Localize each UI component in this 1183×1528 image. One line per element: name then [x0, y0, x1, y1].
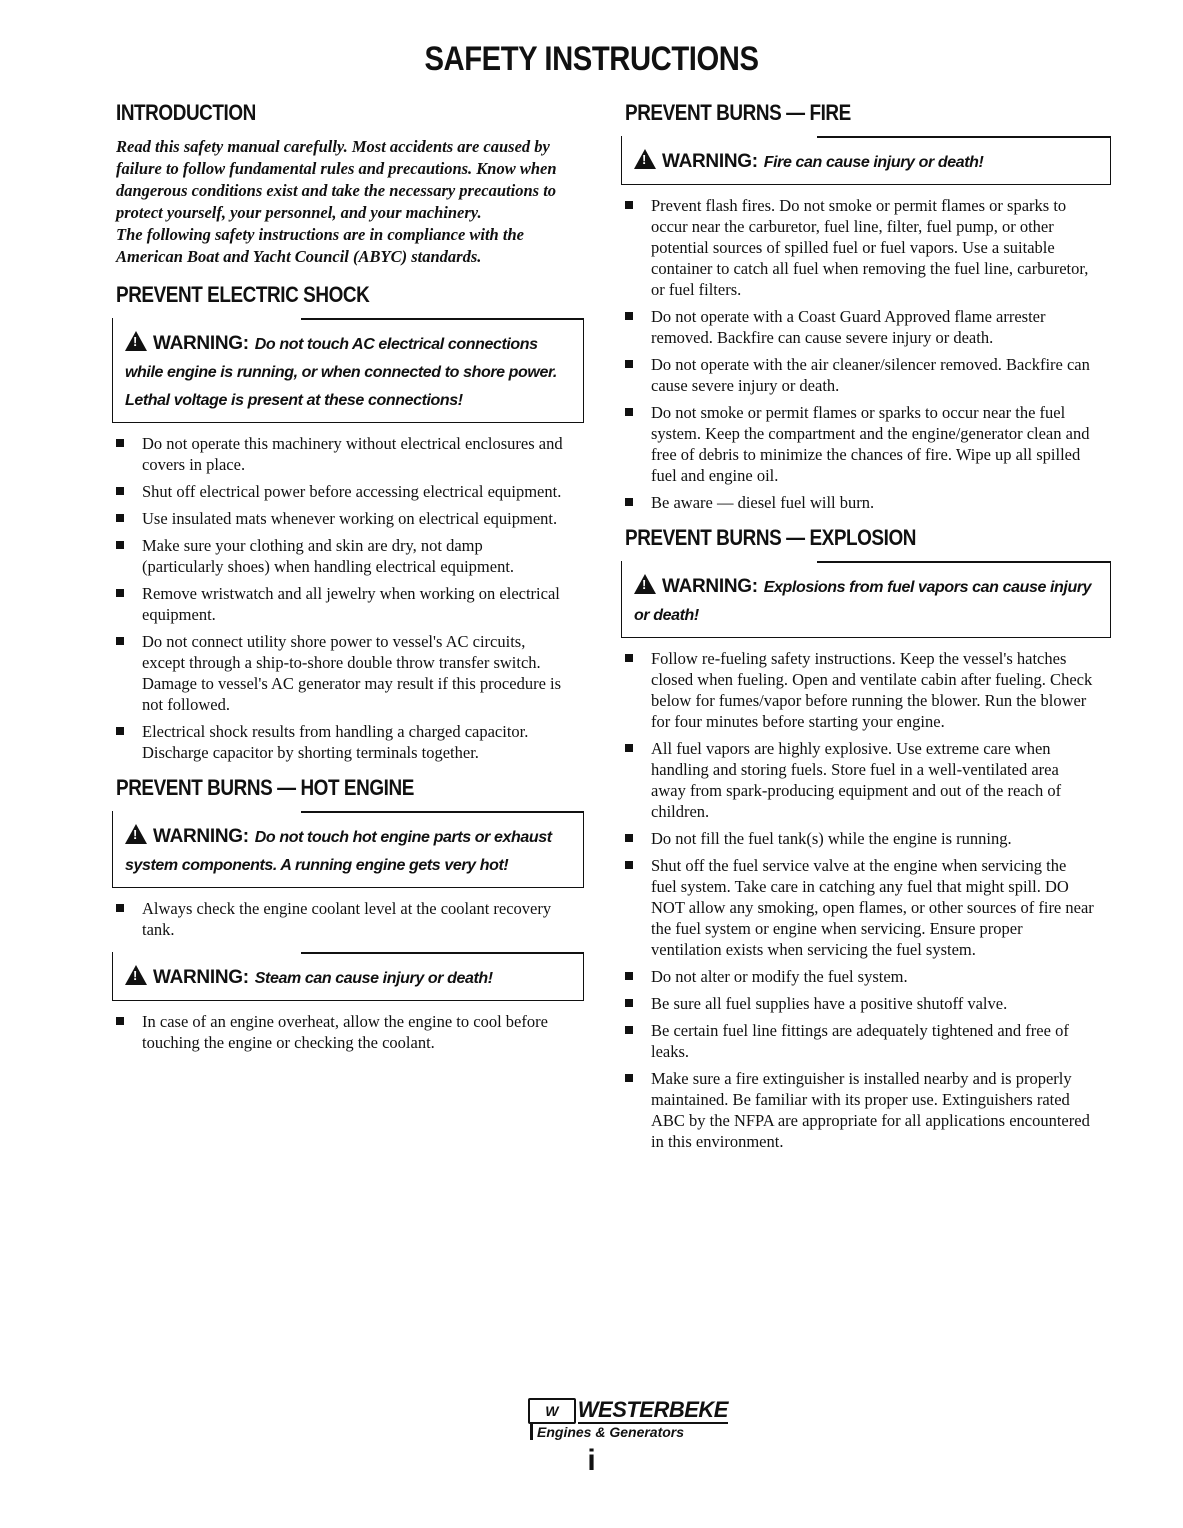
list-item: [625, 993, 1095, 1014]
list-item: [625, 966, 1095, 987]
introduction-text: [116, 136, 568, 268]
list-item: [116, 481, 568, 502]
bullet-square-icon: [116, 637, 124, 645]
bullet-square-icon: [116, 514, 124, 522]
list-item: [116, 631, 568, 715]
warning-label: WARNING:: [662, 151, 758, 172]
list-item-text: Use insulated mats whenever working on electrical equipment.: [142, 509, 558, 528]
brand-name: WESTERBEKE: [577, 1397, 728, 1422]
electric-shock-heading: PREVENT ELECTRIC SHOCK: [116, 282, 370, 307]
explosion-warning-box: [621, 561, 1111, 638]
bullet-square-icon: [625, 744, 633, 752]
introduction-paragraph: Read this safety manual carefully. Most accidents are caused by failure to follow fundamental rules and precautions. Know when dangerous conditions exist and take the necessary precautions to protect yourself, your personnel, and your machinery.: [116, 137, 557, 222]
bullet-square-icon: [625, 408, 633, 416]
westerbeke-logo-icon: W: [528, 1398, 576, 1424]
warning-text: Explosions from fuel vapors can cause injury or death!: [634, 579, 1092, 624]
warning-label: WARNING:: [153, 967, 249, 988]
bullet-square-icon: [625, 972, 633, 980]
list-item: [625, 354, 1095, 396]
list-item: [625, 402, 1095, 486]
list-item: [625, 306, 1095, 348]
left-column: [116, 100, 568, 1065]
bullet-square-icon: [116, 1017, 124, 1025]
introduction-heading: INTRODUCTION: [116, 100, 256, 125]
hot-engine-list: [116, 898, 568, 940]
list-item: [116, 898, 568, 940]
warning-triangle-icon: [634, 149, 656, 169]
brand-footer: [528, 1398, 728, 1440]
list-item-text: Be sure all fuel supplies have a positive shutoff valve.: [651, 994, 1008, 1013]
list-item: [625, 738, 1095, 822]
bullet-square-icon: [625, 654, 633, 662]
warning-triangle-icon: [125, 331, 147, 351]
bullet-square-icon: [116, 589, 124, 597]
list-item: [116, 535, 568, 577]
list-item-text: Do not fill the fuel tank(s) while the engine is running.: [651, 829, 1012, 848]
bullet-square-icon: [625, 834, 633, 842]
list-item-text: Do not operate with the air cleaner/silencer removed. Backfire can cause severe injury or death.: [651, 355, 1090, 395]
fire-warning-box: [621, 136, 1111, 185]
fire-heading: PREVENT BURNS — FIRE: [625, 100, 851, 125]
list-item-text: Do not operate this machinery without electrical enclosures and covers in place.: [142, 434, 563, 474]
explosion-heading: PREVENT BURNS — EXPLOSION: [625, 525, 916, 550]
explosion-list: [625, 648, 1095, 1152]
list-item: [116, 1011, 568, 1053]
list-item: [625, 195, 1095, 300]
list-item: [116, 508, 568, 529]
list-item-text: Prevent flash fires. Do not smoke or permit flames or sparks to occur near the carburetor, fuel line, filter, fuel pump, or other potential sources of spilled fuel or fuel vapors. Use a suitable container to catch all fuel when removing the fuel line, carburetor, or fuel filters.: [651, 196, 1089, 299]
bullet-square-icon: [625, 861, 633, 869]
list-item-text: Follow re-fueling safety instructions. Keep the vessel's hatches closed when fueling. Open and ventilate cabin after fueling. Check below for fumes/vapor before running the blower. Run the blower for four minutes before starting your engine.: [651, 649, 1093, 731]
bullet-square-icon: [116, 541, 124, 549]
list-item-text: Shut off electrical power before accessing electrical equipment.: [142, 482, 562, 501]
list-item-text: Be certain fuel line fittings are adequately tightened and free of leaks.: [651, 1021, 1069, 1061]
warning-text: Do not touch hot engine parts or exhaust system components. A running engine gets very hot!: [125, 829, 552, 874]
warning-text: Fire can cause injury or death!: [763, 154, 984, 171]
list-item-text: Do not alter or modify the fuel system.: [651, 967, 908, 986]
list-item-text: Make sure a fire extinguisher is installed nearby and is properly maintained. Be familiar with its proper use. Extinguishers rated ABC by the NFPA are appropriate for all applications encountered in this environment.: [651, 1069, 1090, 1151]
fire-list: [625, 195, 1095, 513]
warning-triangle-icon: [125, 824, 147, 844]
list-item-text: Be aware — diesel fuel will burn.: [651, 493, 875, 512]
list-item: [625, 1068, 1095, 1152]
hot-engine-warning-box: [112, 811, 584, 888]
bullet-square-icon: [625, 999, 633, 1007]
warning-text: Steam can cause injury or death!: [254, 970, 493, 987]
list-item-text: Electrical shock results from handling a charged capacitor. Discharge capacitor by shorting terminals together.: [142, 722, 529, 762]
bullet-square-icon: [625, 312, 633, 320]
bullet-square-icon: [116, 487, 124, 495]
list-item: [625, 1020, 1095, 1062]
list-item: [625, 492, 1095, 513]
introduction-paragraph: The following safety instructions are in compliance with the American Boat and Yacht Council (ABYC) standards.: [116, 225, 524, 266]
electric-shock-warning-box: [112, 318, 584, 423]
list-item: [116, 583, 568, 625]
hot-engine-heading: PREVENT BURNS — HOT ENGINE: [116, 775, 414, 800]
steam-warning-box: [112, 952, 584, 1001]
bullet-square-icon: [625, 201, 633, 209]
page-number: i: [587, 1444, 596, 1477]
list-item-text: Always check the engine coolant level at the coolant recovery tank.: [142, 899, 552, 939]
warning-triangle-icon: [634, 574, 656, 594]
list-item: [625, 855, 1095, 960]
list-item-text: Make sure your clothing and skin are dry, not damp (particularly shoes) when handling electrical equipment.: [142, 536, 515, 576]
page-title: SAFETY INSTRUCTIONS: [424, 40, 759, 78]
bullet-square-icon: [116, 439, 124, 447]
overheat-list: [116, 1011, 568, 1053]
list-item-text: Shut off the fuel service valve at the engine when servicing the fuel system. Take care in catching any fuel that might spill. DO NOT allow any smoking, open flames, or other sources of fire near the fuel system or engine when servicing. Ensure proper ventilation exists when servicing the fuel system.: [651, 856, 1094, 959]
list-item-text: All fuel vapors are highly explosive. Use extreme care when handling and storing fuels. Store fuel in a well-ventilated area away from spark-producing equipment and out of the reach of children.: [651, 739, 1062, 821]
bullet-square-icon: [116, 904, 124, 912]
warning-label: WARNING:: [153, 826, 249, 847]
warning-label: WARNING:: [662, 576, 758, 597]
bullet-square-icon: [625, 360, 633, 368]
bullet-square-icon: [625, 498, 633, 506]
warning-label: WARNING:: [153, 333, 249, 354]
list-item-text: Remove wristwatch and all jewelry when working on electrical equipment.: [142, 584, 560, 624]
brand-tagline: Engines & Generators: [530, 1424, 728, 1440]
warning-text: Do not touch AC electrical connections while engine is running, or when connected to shore power. Lethal voltage is present at these connections!: [125, 336, 557, 409]
list-item: [116, 721, 568, 763]
list-item-text: Do not connect utility shore power to vessel's AC circuits, except through a ship-to-shore double throw transfer switch. Damage to vessel's AC generator may result if this procedure is not followed.: [142, 632, 562, 714]
list-item: [625, 828, 1095, 849]
electric-shock-list: [116, 433, 568, 763]
list-item-text: Do not operate with a Coast Guard Approved flame arrester removed. Backfire can cause severe injury or death.: [651, 307, 1046, 347]
warning-triangle-icon: [125, 965, 147, 985]
bullet-square-icon: [625, 1074, 633, 1082]
list-item: [625, 648, 1095, 732]
right-column: [625, 100, 1095, 1164]
bullet-square-icon: [116, 727, 124, 735]
bullet-square-icon: [625, 1026, 633, 1034]
list-item-text: Do not smoke or permit flames or sparks to occur near the fuel system. Keep the compartment and the engine/generator clean and free of debris to minimize the chances of fire. Wipe up all spilled fuel and engine oil.: [651, 403, 1090, 485]
list-item: [116, 433, 568, 475]
list-item-text: In case of an engine overheat, allow the engine to cool before touching the engine or checking the coolant.: [142, 1012, 548, 1052]
